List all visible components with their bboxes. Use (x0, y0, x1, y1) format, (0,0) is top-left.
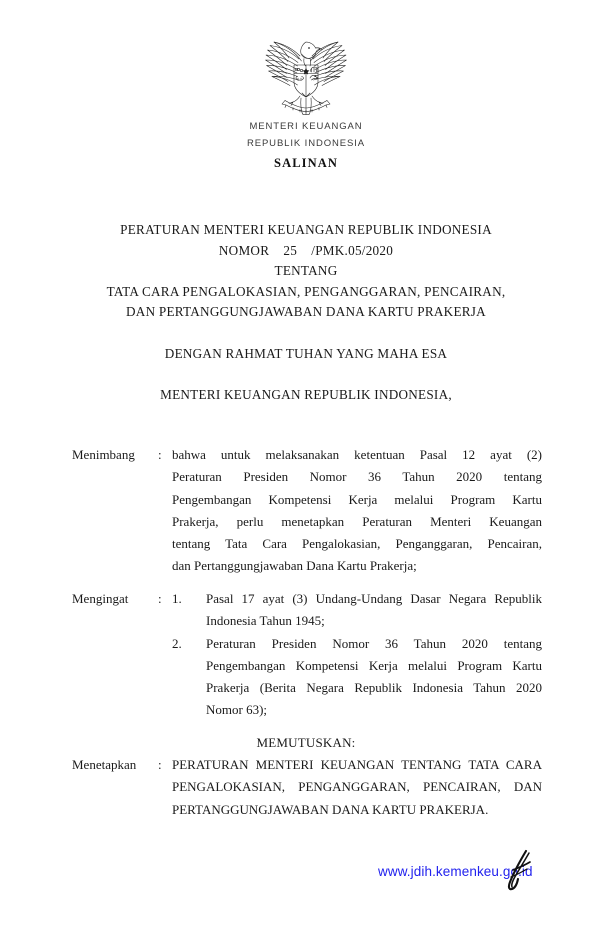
list-text (206, 633, 542, 722)
mengingat-label: Mengingat (72, 591, 129, 606)
menimbang-line: Prakerja, perlu menetapkan Peraturan Menteri Keuangan (172, 513, 542, 529)
letterhead (0, 34, 612, 171)
menimbang-body (172, 444, 542, 578)
clause-mengingat (72, 588, 542, 722)
list-marker: 1. (172, 591, 182, 606)
menetapkan-label: Menetapkan (72, 757, 137, 772)
menetapkan-line: PENGALOKASIAN, PENGANGGARAN, PENCAIRAN, DAN (172, 779, 542, 795)
title-line-tentang: TENTANG (274, 263, 338, 278)
menimbang-label: Menimbang (72, 447, 135, 462)
mengingat-list (172, 588, 542, 722)
menetapkan-line: PERATURAN MENTERI KEUANGAN TENTANG TATA CARA (172, 757, 542, 772)
mengingat-line: Prakerja (Berita Negara Republik Indonesia Tahun 2020 (206, 680, 542, 696)
title-line-subject-2: DAN PERTANGGUNGJAWABAN DANA KARTU PRAKERJA (126, 304, 486, 319)
ministry-name-line-2: REPUBLIK INDONESIA (246, 137, 366, 149)
preamble-block (56, 344, 556, 405)
title-line-regulation: PERATURAN MENTERI KEUANGAN REPUBLIK INDONESIA (120, 222, 492, 237)
preamble-blessing: DENGAN RAHMAT TUHAN YANG MAHA ESA (164, 346, 448, 361)
mengingat-line: Pengembangan Kompetensi Kerja melalui Program Kartu (206, 657, 542, 673)
list-marker: 2. (172, 635, 182, 651)
menimbang-line: dan Pertanggungjawaban Dana Kartu Prakerja; (172, 558, 417, 574)
menetapkan-colon: : (158, 757, 162, 772)
list-item (172, 633, 542, 722)
mengingat-line: Indonesia Tahun 1945; (206, 613, 325, 629)
menimbang-colon: : (158, 447, 162, 462)
mengingat-colon: : (158, 591, 162, 606)
preamble-authority: MENTERI KEUANGAN REPUBLIK INDONESIA, (160, 387, 452, 402)
clause-menetapkan (72, 754, 542, 821)
menimbang-line: tentang Tata Cara Pengalokasian, Penganggaran, Pencairan, (172, 536, 542, 552)
clause-menimbang (72, 444, 542, 578)
menimbang-line: Peraturan Presiden Nomor 36 Tahun 2020 tentang (172, 469, 542, 485)
document-title-block (56, 220, 556, 323)
preamble-spacer (56, 364, 556, 385)
menimbang-line: bahwa untuk melaksanakan ketentuan Pasal 12 ayat (2) (172, 447, 542, 462)
menimbang-line: Pengembangan Kompetensi Kerja melalui Program Kartu (172, 491, 542, 507)
title-line-number: NOMOR 25 /PMK.05/2020 (218, 242, 394, 258)
list-text (206, 588, 542, 633)
title-line-subject-1: TATA CARA PENGALOKASIAN, PENGANGGARAN, PENCAIRAN, (106, 283, 506, 299)
memutuskan-heading: MEMUTUSKAN: (256, 735, 356, 750)
menetapkan-line: PERTANGGUNGJAWABAN DANA KARTU PRAKERJA. (172, 801, 489, 817)
menetapkan-body (172, 754, 542, 821)
garuda-pancasila-emblem (254, 34, 358, 116)
ministry-name-line-1: MENTERI KEUANGAN (249, 121, 363, 132)
list-item (172, 588, 542, 633)
copy-mark-salinan: SALINAN (274, 156, 338, 170)
mengingat-line: Pasal 17 ayat (3) Undang-Undang Dasar Negara Republik (206, 591, 542, 606)
mengingat-line: Nomor 63); (206, 702, 268, 718)
mengingat-line: Peraturan Presiden Nomor 36 Tahun 2020 tentang (206, 635, 542, 651)
jdih-watermark-url[interactable]: www.jdih.kemenkeu.go.id (378, 864, 533, 879)
